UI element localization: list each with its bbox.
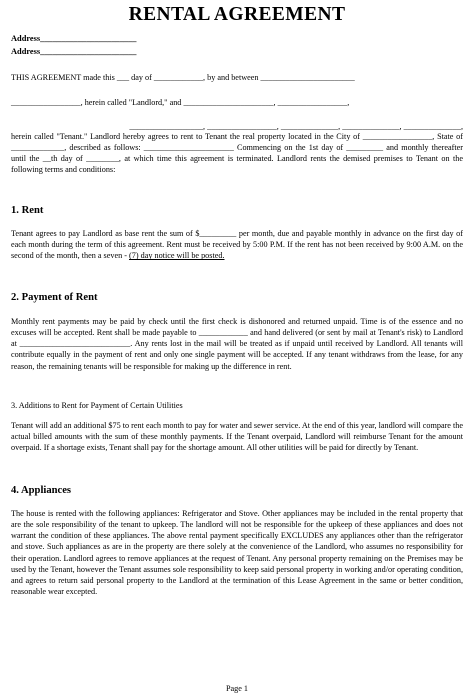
section-appliances-heading: 4. Appliances	[11, 485, 72, 496]
address-line-2: Address_______________________	[11, 47, 137, 56]
address-line-1: Address_______________________	[11, 34, 137, 43]
notice-underlined-text: (7) day notice will be posted.	[129, 251, 225, 261]
intro-line-2: _________________, herein called "Landlord," and ______________________, _________________,	[11, 98, 350, 107]
page-number: Page 1	[225, 684, 249, 693]
section-payment-heading: 2. Payment of Rent	[11, 292, 98, 303]
intro-paragraph: herein called "Tenant." Landlord hereby agrees to rent to Tenant the real property located in the City of _________________, State of _____________, described as follows: ______________________ Commencing on the 1st day of _________ and monthly thereafter until the __th day of ________, at which time this agreement is terminated. Landlord rents the demised premises to Tenant on the following terms and conditions:	[11, 132, 463, 175]
section-rent-heading: 1. Rent	[11, 205, 44, 216]
section-appliances-body: The house is rented with the following appliances: Refrigerator and Stove. Other appliances may be included in the rental property that are the sole responsibility of the tenant to upkeep. The landlord will not be responsible for the upkeep of these appliances and does not warrant the condition of these appliances. The above rental payment specifically EXCLUDES any appliances other than the refrigerator and stove. Such appliances as are in the property are there solely at the convenience of the Landlord, who assumes no responsibility for their operation. Landlord agrees to remove appliances at the request of Tenant. Any personal property remaining on the Premises may be used by the Tenant, however the Tenant assumes sole responsibility to keep said personal property in working and/or operating condition, and agrees to return said personal property to the Landlord at the termination of this Lease Agreement in the same or better condition, reasonable wear excepted.	[11, 509, 463, 597]
intro-line-1: THIS AGREEMENT made this ___ day of ____________, by and between _______________________	[11, 73, 355, 82]
section-rent-body	[11, 228, 463, 261]
section-payment-body: Monthly rent payments may be paid by check until the first check is dishonored and returned unpaid. Time is of the essence and no excuses will be accepted. Rent shall be made payable to ____________ and hand delivered (or sent by mail at Tenant's risk) to Landlord at ___________________________. Any rents lost in the mail will be treated as if unpaid until received by Landlord. All tenants will contribute equally in the payment of rent and only one single payment will be accepted. If any tenant withdraws from the lease, for any reason, the remaining tenants will be responsible for making up the difference in rent.	[11, 317, 463, 371]
intro-line-3: __________________, _________________, ______________, ______________, ______________,	[129, 122, 463, 131]
section-utilities-heading: 3. Additions to Rent for Payment of Certain Utilities	[11, 401, 183, 410]
document-title: RENTAL AGREEMENT	[128, 4, 346, 25]
section-utilities-body: Tenant will add an additional $75 to rent each month to pay for water and sewer service. At the end of this year, landlord will compare the actual billed amounts with the sum of these monthly payments. If the Tenant overpaid, Landlord will reimburse Tenant for the amount overpaid. If a shortage exists, Tenant shall pay for the shortage amount. All other utilities will be paid for directly by Tenant.	[11, 421, 463, 453]
rent-text: Tenant agrees to pay Landlord as base rent the sum of $_________ per month, due and payable monthly in advance on the first day of each month during the term of this agreement. Rent must be received by 5:00 P.M. If the rent has not been received by 9:00 A.M. on the second of the month, then a seven -	[11, 229, 463, 261]
